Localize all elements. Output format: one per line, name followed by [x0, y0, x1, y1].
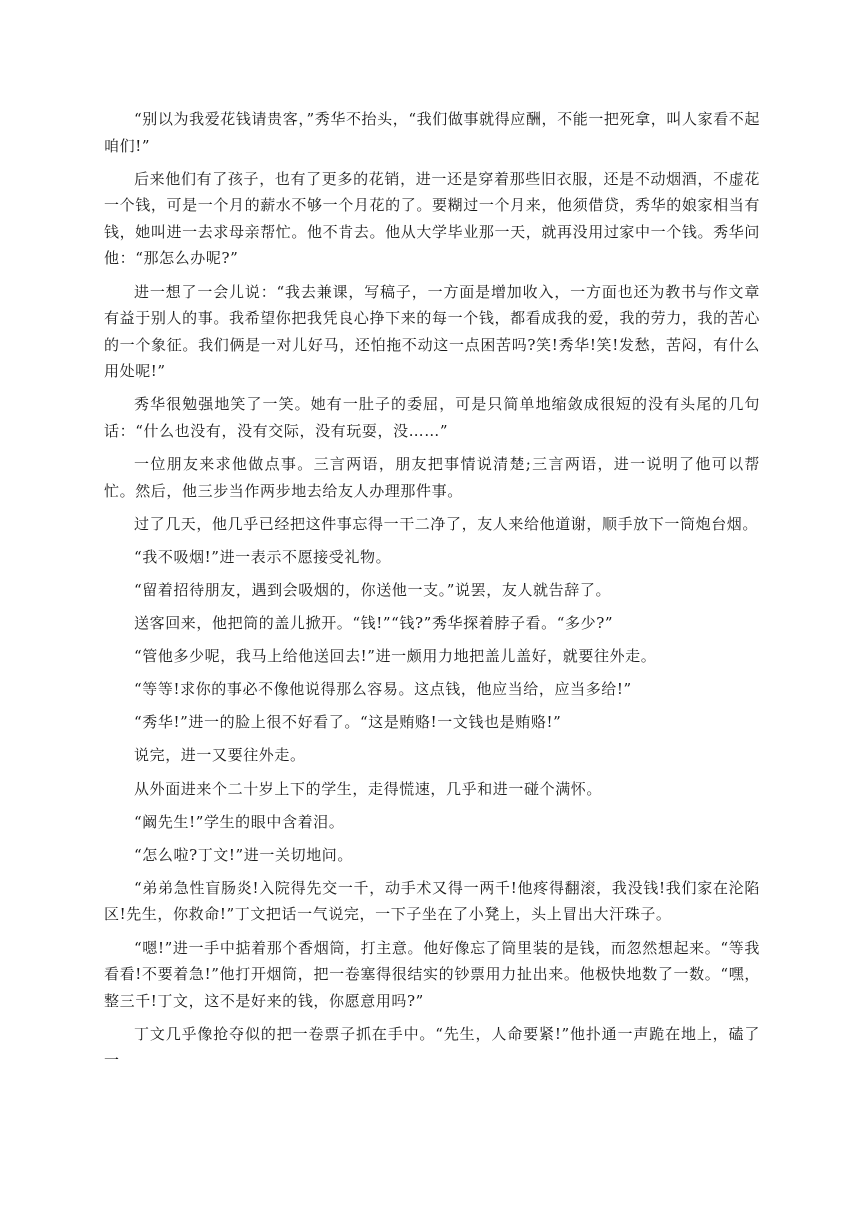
- paragraph: “秀华!”进一的脸上很不好看了。“这是贿赂!一文钱也是贿赂!”: [134, 713, 562, 732]
- story-text-body: [104, 106, 760, 1081]
- paragraph: “管他多少呢，我马上给他送回去!”进一颇用力地把盖儿盖好，就要往外走。: [134, 647, 657, 666]
- paragraph: 过了几天，他几乎已经把这件事忘得一干二净了，友人来给他道谢，顺手放下一筒炮台烟。: [134, 514, 759, 533]
- paragraph: 一位朋友来求他做点事。三言两语，朋友把事情说清楚;三言两语，进一说明了他可以帮忙。然后，他三步当作两步地去给友人办理那件事。: [104, 455, 760, 500]
- paragraph: “等等!求你的事必不像他说得那么容易。这点钱，他应当给，应当多给!”: [134, 680, 632, 699]
- paragraph: 后来他们有了孩子，也有了更多的花销，进一还是穿着那些旧衣服，还是不动烟酒，不虚花一个钱，可是一个月的薪水不够一个月花的了。要糊过一个月来，他须借贷，秀华的娘家相当有钱，她叫进一去求母亲帮忙。他不肯去。他从大学毕业那一天，就再没用过家中一个钱。秀华问他：“那怎么办呢?”: [104, 169, 760, 268]
- paragraph: 秀华很勉强地笑了一笑。她有一肚子的委屈，可是只简单地缩敛成很短的没有头尾的几句话：“什么也没有，没有交际，没有玩耍，没……”: [104, 395, 760, 441]
- paragraph: “弟弟急性盲肠炎!入院得先交一千，动手术又得一两千!他疼得翻滚，我没钱!我们家在沦陷区!先生，你救命!”丁文把话一气说完，一下子坐在了小凳上，头上冒出大汗珠子。: [104, 878, 760, 924]
- paragraph: “留着招待朋友，遇到会吸烟的，你送他一支。”说罢，友人就告辞了。: [134, 581, 612, 599]
- paragraph: “我不吸烟!”进一表示不愿接受礼物。: [134, 547, 392, 566]
- paragraph: “别以为我爱花钱请贵客，”秀华不抬头，“我们做事就得应酬，不能一把死拿，叫人家看不起咱们!”: [104, 110, 760, 155]
- paragraph: 丁文几乎像抢夺似的把一卷票子抓在手中。“先生，人命要紧!”他扑通一声跪在地上，磕了一: [104, 1024, 760, 1070]
- paragraph: 送客回来，他把筒的盖儿掀开。“钱!”“钱?”秀华探着脖子看。“多少?”: [134, 614, 614, 633]
- paragraph: 说完，进一又要往外走。: [134, 746, 306, 765]
- paragraph: “嗯!”进一手中掂着那个香烟筒，打主意。他好像忘了筒里装的是钱，而忽然想起来。“等我看看!不要着急!”他打开烟筒，把一卷塞得很结实的钞票用力扯出来。他极快地数了一数。“嘿，整三千!丁文，这不是好来的钱，你愿意用吗?”: [104, 938, 760, 1010]
- paragraph: “阚先生!”学生的眼中含着泪。: [134, 812, 345, 831]
- paragraph: “怎么啦?丁文!”进一关切地问。: [134, 845, 354, 864]
- paragraph: 进一想了一会儿说：“我去兼课，写稿子，一方面是增加收入，一方面也还为教书与作文章有益于别人的事。我希望你把我凭良心挣下来的每一个钱，都看成我的爱，我的劳力，我的苦心的一个象征。我们俩是一对儿好马，还怕拖不动这一点困苦吗?笑!秀华!笑!发愁，苦闷，有什么用处呢!”: [104, 282, 760, 381]
- paragraph: 从外面进来个二十岁上下的学生，走得慌速，几乎和进一碰个满怀。: [134, 779, 603, 798]
